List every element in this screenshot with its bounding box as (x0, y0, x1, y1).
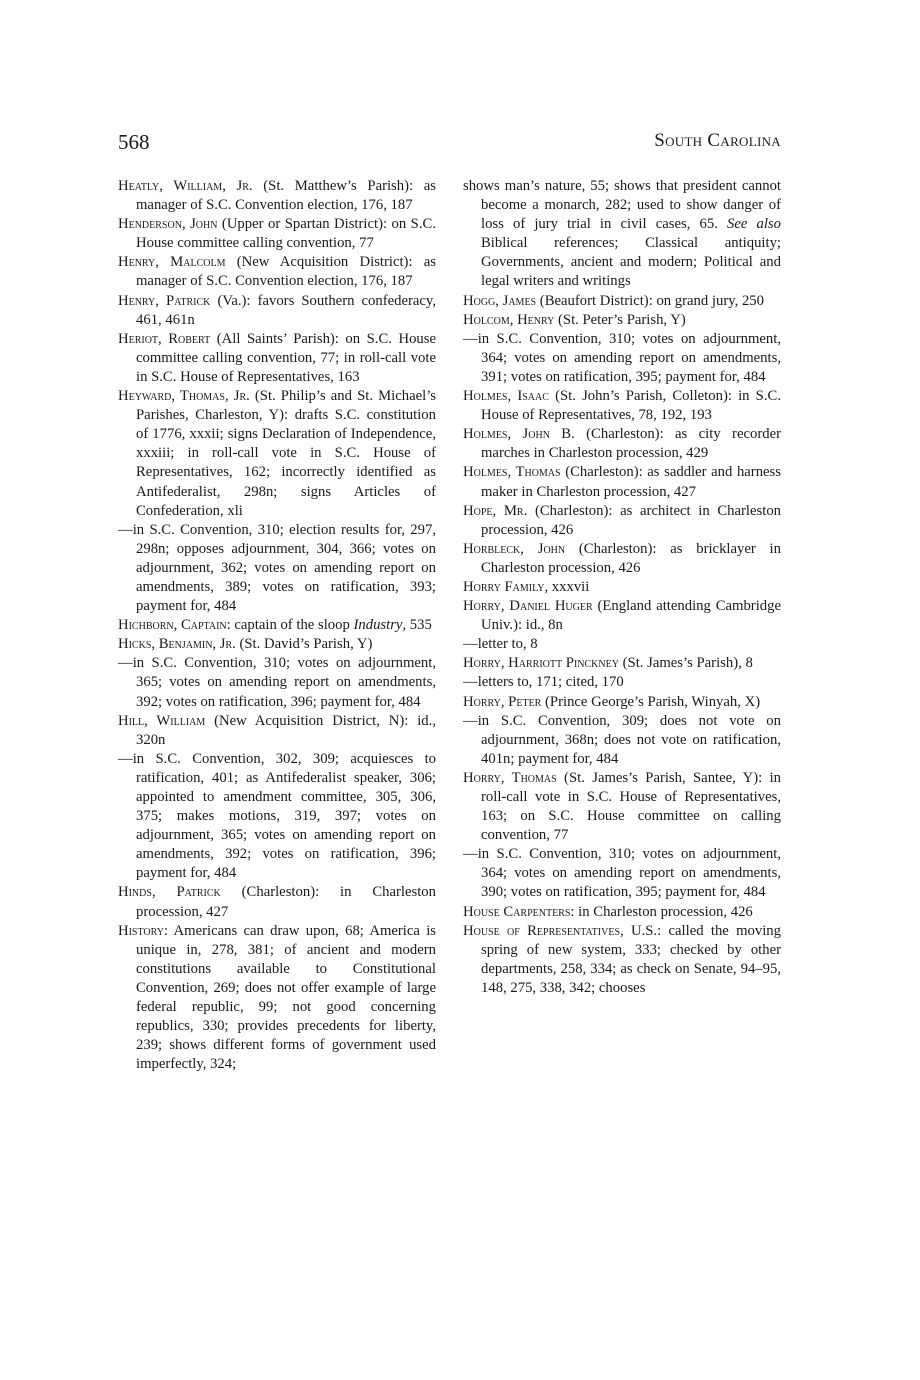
entry-text: (St. James’s Parish, Santee, Y): in roll-call vote in S.C. House of Representatives, 163; on S.C. House committee on calling convention, 77 (481, 769, 782, 844)
entry-heading: Horry Family (463, 578, 545, 595)
index-entry (463, 578, 781, 597)
entry-heading: Heriot, Robert (118, 330, 211, 347)
index-subentry (118, 521, 436, 616)
entry-heading: Holmes, Isaac (463, 388, 549, 405)
entry-heading: Horry, Thomas (463, 769, 557, 786)
entry-text: , xxxvii (544, 578, 590, 595)
index-subentry (463, 845, 781, 902)
entry-text: (St. Matthew’s Parish): as manager of S.C. Convention election, 176, 187 (136, 178, 436, 214)
index-entry (118, 177, 436, 215)
entry-heading: Holmes, Thomas (463, 464, 561, 481)
running-head: South Carolina (654, 130, 781, 151)
entry-text: (All Saints’ Parish): on S.C. House committee calling convention, 77; in roll-call vote in S.C. House of Representatives, 163 (136, 330, 436, 385)
entry-heading: Holcom, Henry (463, 311, 555, 328)
index-subentry (463, 673, 781, 692)
index-column-left (118, 177, 436, 1074)
index-entry (118, 292, 436, 330)
entry-text: : called the moving spring of new system, 333; checked by other departments, 258, 334; as check on Senate, 94–95, 148, 275, 338, 342; chooses (481, 922, 781, 996)
entry-heading: Horry, Peter (463, 693, 542, 710)
index-entry (463, 311, 781, 330)
entry-heading: Heatly, William, Jr. (118, 178, 253, 194)
entry-text-continued: , 535 (402, 617, 432, 634)
index-entry (463, 903, 781, 922)
entry-text-continued: Biblical references; Classical antiquity; Governments, ancient and modern; Political and legal writers and writings (481, 235, 781, 290)
entry-text: (Charleston): as architect in Charleston procession, 426 (481, 502, 782, 538)
entry-text: : Americans can draw upon, 68; America is unique in, 278, 381; of ancient and modern constitutions available to Constitutional Convention, 269; does not offer example of large federal republic, 99; not good concerning republics, 330; provides precedents for liberty, 239; shows different forms of government used imperfectly, 324; (136, 922, 436, 1073)
index-entry (463, 502, 781, 540)
entry-text: —in S.C. Convention, 309; does not vote on adjournment, 368n; does not vote on ratification, 401n; payment for, 484 (463, 712, 781, 767)
index-subentry (463, 330, 781, 387)
index-entry (118, 387, 436, 521)
entry-heading: Henderson, John (118, 216, 218, 233)
entry-heading: Hill, William (118, 712, 206, 729)
entry-text: (St. James’s Parish), 8 (618, 655, 753, 672)
entry-heading: History (118, 922, 164, 939)
entry-heading: Horry, Daniel Huger (463, 598, 593, 615)
index-entry (463, 387, 781, 425)
entry-text: —in S.C. Convention, 310; votes on adjournment, 365; votes on amending report on amendments, 392; votes on ratification, 396; payment for, 484 (118, 655, 436, 710)
entry-text: (Charleston): in Charleston procession, 427 (136, 884, 436, 920)
index-entry (118, 616, 436, 635)
entry-heading: Horbleck, John (463, 540, 566, 557)
index-subentry (118, 750, 436, 884)
entry-heading: Horry, Harriott Pinckney (463, 655, 619, 672)
entry-text: (Charleston): as city recorder marches in Charleston procession, 429 (481, 426, 781, 462)
index-column-right (463, 177, 781, 998)
index-entry (463, 540, 781, 578)
entry-text: —letter to, 8 (463, 636, 538, 653)
index-entry (463, 769, 781, 845)
entry-text: (Va.): favors Southern confederacy, 461, 461n (136, 292, 436, 328)
index-entry (118, 922, 436, 1075)
index-entry (118, 253, 436, 291)
entry-text: (New Acquisition District): as manager of S.C. Convention election, 176, 187 (136, 254, 436, 290)
index-entry (118, 330, 436, 387)
entry-text: (Beaufort District): on grand jury, 250 (536, 292, 764, 309)
entry-text: (Charleston): as bricklayer in Charleston procession, 426 (481, 540, 781, 576)
entry-text: (England attending Cambridge Univ.): id., 8n (481, 598, 781, 634)
entry-text: (St. Philip’s and St. Michael’s Parishes, Charleston, Y): drafts S.C. constitution of 1776, xxxii; signs Declaration of Independence, xxxiii; in roll-call vote in S.C. House of Representatives, 162; incorrectly identified as Antifederalist, 298n; signs Articles of Confederation, xli (136, 388, 436, 519)
entry-heading: House Carpenters (463, 903, 571, 920)
entry-text: —in S.C. Convention, 310; votes on adjournment, 364; votes on amending report on amendments, 391; votes on ratification, 395; payment for, 484 (463, 330, 781, 385)
index-entry (463, 425, 781, 463)
entry-text: —in S.C. Convention, 310; election results for, 297, 298n; opposes adjournment, 304, 366; votes on adjournment, 362; votes on amending report on amendments, 389; votes on ratification, 393; payment for, 484 (118, 521, 436, 615)
entry-text: —in S.C. Convention, 302, 309; acquiesces to ratification, 401; as Antifederalist speaker, 306; appointed to amendment committee, 305, 306, 375; makes motions, 319, 397; votes on adjournment, 365; votes on amending report on amendments, 392; votes on ratification, 396; payment for, 484 (118, 750, 436, 882)
index-entry (118, 635, 436, 654)
index-entry (463, 922, 781, 998)
entry-text: (New Acquisition District, N): id., 320n (136, 712, 436, 748)
entry-text: : in Charleston procession, 426 (570, 903, 753, 920)
entry-text: (St. Peter’s Parish, Y) (554, 311, 686, 328)
entry-text: —in S.C. Convention, 310; votes on adjournment, 364; votes on amending report on amendments, 390; votes on ratification, 395; payment for, 484 (463, 846, 781, 901)
entry-italic-text: See also (727, 216, 781, 233)
entry-heading: Hicks, Benjamin, Jr. (118, 636, 236, 653)
index-subentry (463, 177, 781, 292)
entry-heading: Hichborn, Captain (118, 617, 227, 634)
entry-heading: Henry, Malcolm (118, 254, 226, 271)
entry-italic-text: Industry (353, 617, 403, 634)
index-entry (463, 463, 781, 501)
entry-heading: Hope, Mr. (463, 502, 528, 519)
entry-text: : captain of the sloop (226, 617, 354, 634)
index-entry (463, 597, 781, 635)
entry-text: shows man’s nature, 55; shows that president cannot become a monarch, 282; used to show danger of loss of jury trial in civil cases, 65. (463, 178, 781, 233)
entry-heading: Henry, Patrick (118, 292, 211, 309)
entry-heading: Heyward, Thomas, Jr. (118, 388, 250, 405)
entry-heading: House of Representatives, U.S. (463, 922, 658, 939)
entry-text: —letters to, 171; cited, 170 (463, 674, 624, 691)
index-subentry (118, 654, 436, 711)
index-entry (118, 883, 436, 921)
index-entry (463, 292, 781, 311)
entry-text: (St. David’s Parish, Y) (235, 636, 373, 653)
index-entry (118, 712, 436, 750)
entry-text: (Charleston): as saddler and harness maker in Charleston procession, 427 (481, 464, 781, 500)
index-entry (463, 693, 781, 712)
entry-heading: Hinds, Patrick (118, 884, 221, 901)
index-entry (118, 215, 436, 253)
entry-text: (Upper or Spartan District): on S.C. House committee calling convention, 77 (136, 216, 436, 252)
entry-heading: Holmes, John B. (463, 426, 575, 443)
index-subentry (463, 712, 781, 769)
entry-text: (Prince George’s Parish, Winyah, X) (541, 693, 761, 710)
page-number: 568 (118, 130, 150, 154)
entry-heading: Hogg, James (463, 292, 537, 309)
index-subentry (463, 635, 781, 654)
index-entry (463, 654, 781, 673)
entry-text: (St. John’s Parish, Colleton): in S.C. House of Representatives, 78, 192, 193 (481, 388, 781, 424)
